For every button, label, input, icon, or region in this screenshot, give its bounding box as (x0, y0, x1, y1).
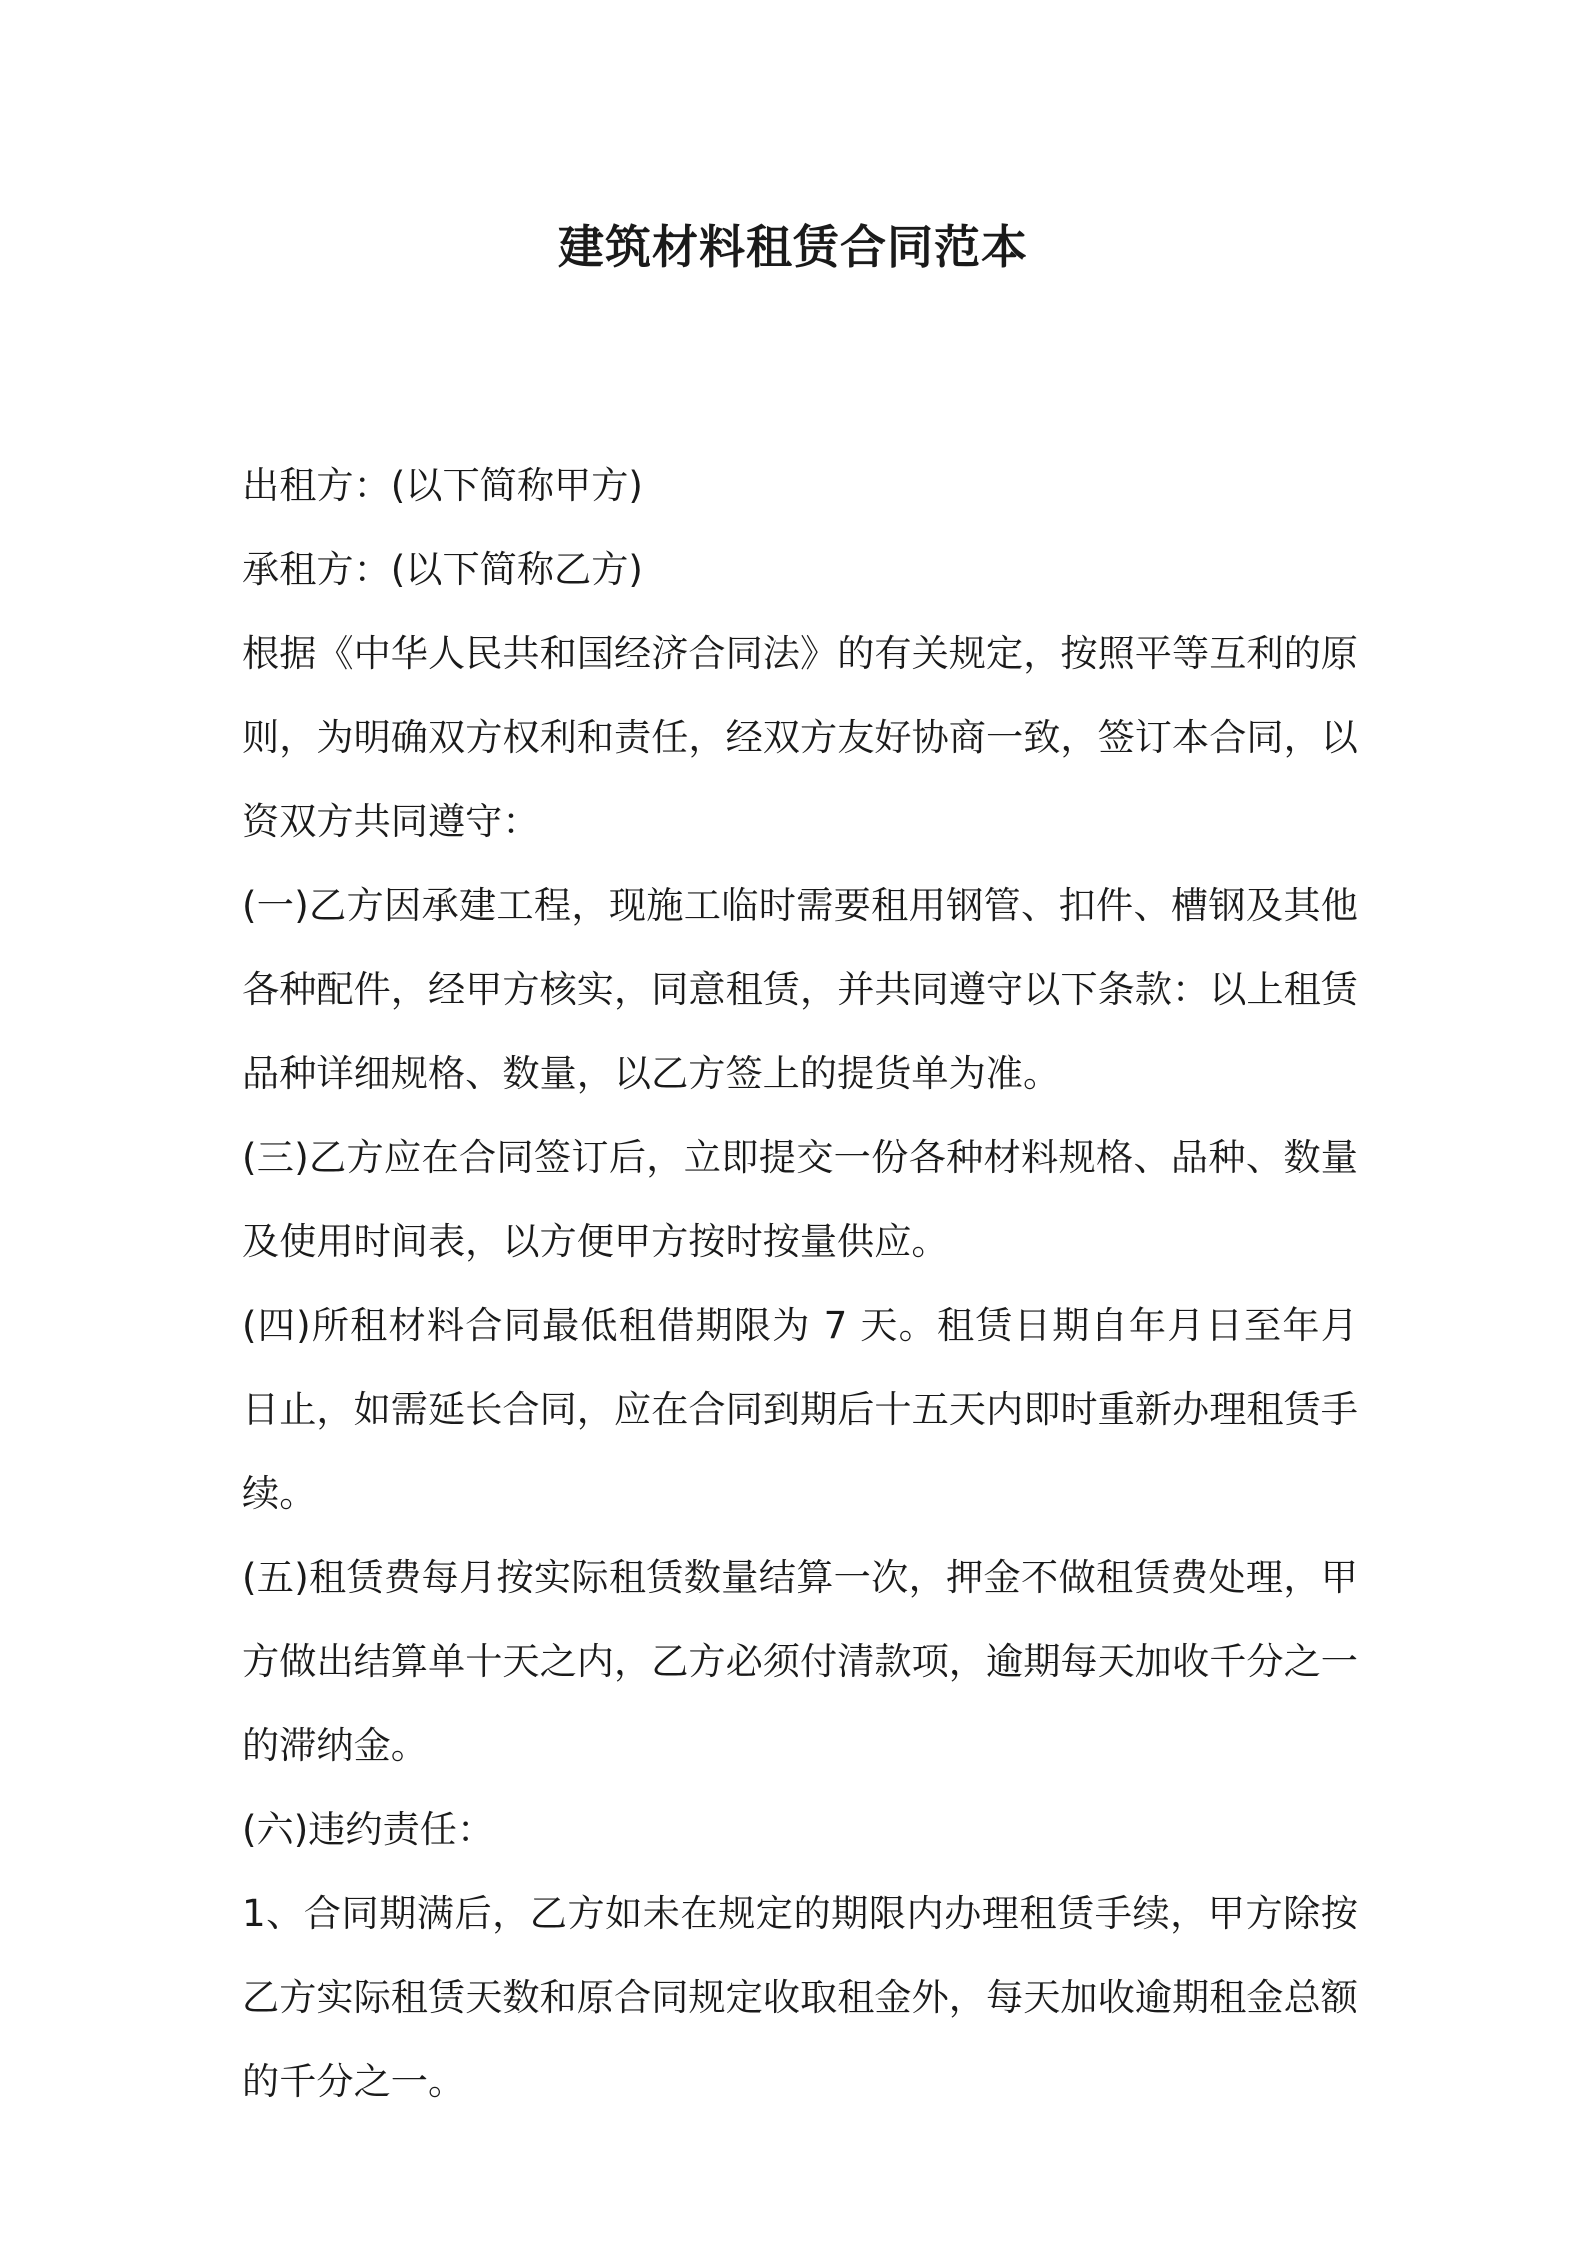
preamble-paragraph: 根据《中华人民共和国经济合同法》的有关规定，按照平等互利的原则，为明确双方权利和责任，经双方友好协商一致，签订本合同，以资双方共同遵守： (242, 631, 1358, 843)
clause-5: (五)租赁费每月按实际租赁数量结算一次，押金不做租赁费处理，甲方做出结算单十天之内，乙方必须付清款项，逾期每天加收千分之一的滞纳金。 (242, 1555, 1358, 1767)
clause-4: (四)所租材料合同最低租借期限为 7 天。租赁日期自年月日至年月日止，如需延长合同，应在合同到期后十五天内即时重新办理租赁手续。 (242, 1303, 1358, 1515)
clause-6-item-1: 1、合同期满后，乙方如未在规定的期限内办理租赁手续，甲方除按乙方实际租赁天数和原合同规定收取租金外，每天加收逾期租金总额的千分之一。 (242, 1891, 1358, 2103)
lessee-line: 承租方：(以下简称乙方) (242, 547, 643, 591)
clause-3: (三)乙方应在合同签订后，立即提交一份各种材料规格、品种、数量及使用时间表，以方便甲方按时按量供应。 (242, 1135, 1358, 1263)
lessor-line: 出租方：(以下简称甲方) (242, 463, 643, 507)
document-title: 建筑材料租赁合同范本 (558, 220, 1028, 274)
document-body (242, 443, 1358, 2123)
clause-1: (一)乙方因承建工程，现施工临时需要租用钢管、扣件、槽钢及其他各种配件，经甲方核实，同意租赁，并共同遵守以下条款：以上租赁品种详细规格、数量，以乙方签上的提货单为准。 (242, 883, 1358, 1095)
clause-6-heading: (六)违约责任： (242, 1807, 495, 1851)
